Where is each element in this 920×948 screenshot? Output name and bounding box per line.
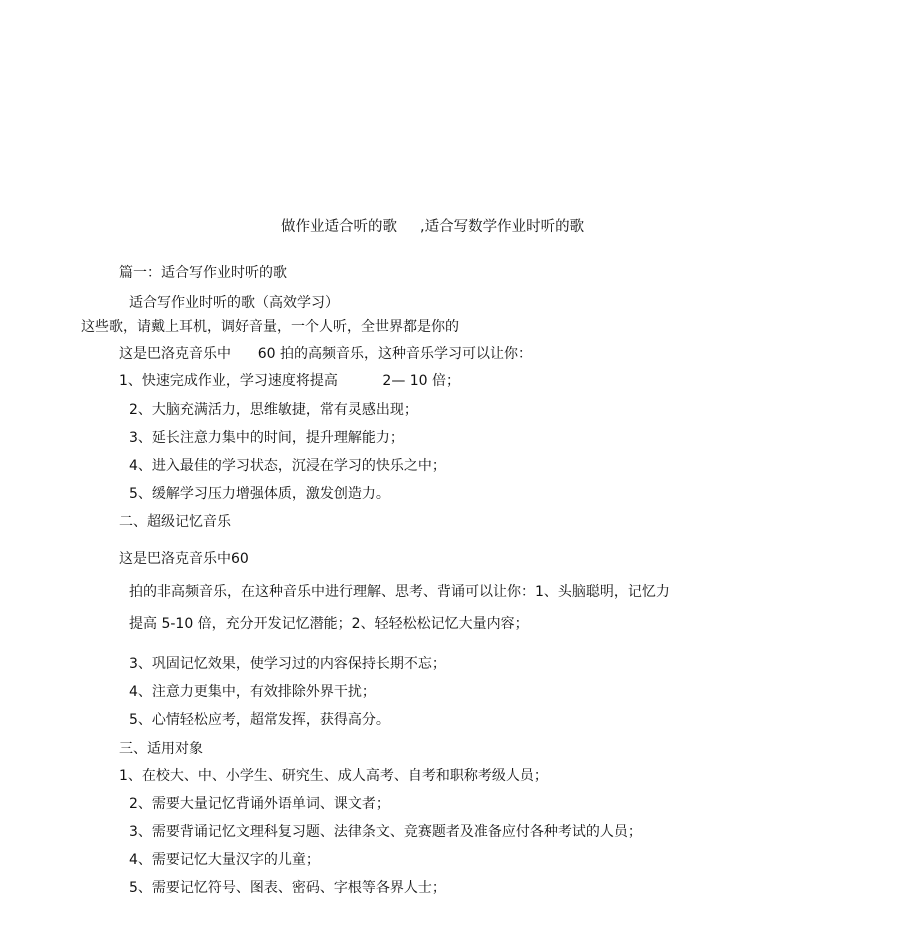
section-heading-1: 篇一：适合写作业时听的歌 [119, 265, 287, 281]
list-item: 5、缓解学习压力增强体质，激发创造力。 [129, 486, 390, 502]
description-line: 这是巴洛克音乐中60 [119, 551, 249, 567]
list-item: 1、快速完成作业，学习速度将提高 2— 10 倍； [119, 373, 461, 389]
list-item: 3、需要背诵记忆文理科复习题、法律条文、竞赛题者及准备应付各种考试的人员； [129, 824, 642, 840]
list-item: 3、巩固记忆效果，使学习过的内容保持长期不忘； [129, 656, 446, 672]
document-title: 做作业适合听的歌 ,适合写数学作业时听的歌 [281, 219, 585, 235]
list-item: 4、进入最佳的学习状态，沉浸在学习的快乐之中； [129, 458, 446, 474]
list-item: 1、在校大、中、小学生、研究生、成人高考、自考和职称考级人员； [119, 768, 548, 784]
description-line: 这是巴洛克音乐中 60 拍的高频音乐，这种音乐学习可以让你： [119, 346, 532, 362]
list-item: 4、注意力更集中，有效排除外界干扰； [129, 684, 376, 700]
list-item: 5、心情轻松应考，超常发挥，获得高分。 [129, 712, 390, 728]
section-heading-3: 三、适用对象 [119, 741, 203, 757]
list-item: 2、需要大量记忆背诵外语单词、课文者； [129, 796, 390, 812]
list-item: 3、延长注意力集中的时间，提升理解能力； [129, 430, 404, 446]
list-item: 5、需要记忆符号、图表、密码、字根等各界人士； [129, 880, 446, 896]
subheading: 适合写作业时听的歌（高效学习） [129, 295, 339, 311]
intro-paragraph: 这些歌，请戴上耳机，调好音量，一个人听，全世界都是你的 [81, 319, 459, 335]
section-heading-2: 二、超级记忆音乐 [119, 514, 231, 530]
list-item: 4、需要记忆大量汉字的儿童； [129, 852, 320, 868]
list-item: 2、大脑充满活力，思维敏捷，常有灵感出现； [129, 402, 418, 418]
paragraph-line: 拍的非高频音乐，在这种音乐中进行理解、思考、背诵可以让你：1、头脑聪明，记忆力 [129, 584, 670, 600]
paragraph-line: 提高 5-10 倍，充分开发记忆潜能；2、轻轻松松记忆大量内容； [129, 616, 529, 632]
